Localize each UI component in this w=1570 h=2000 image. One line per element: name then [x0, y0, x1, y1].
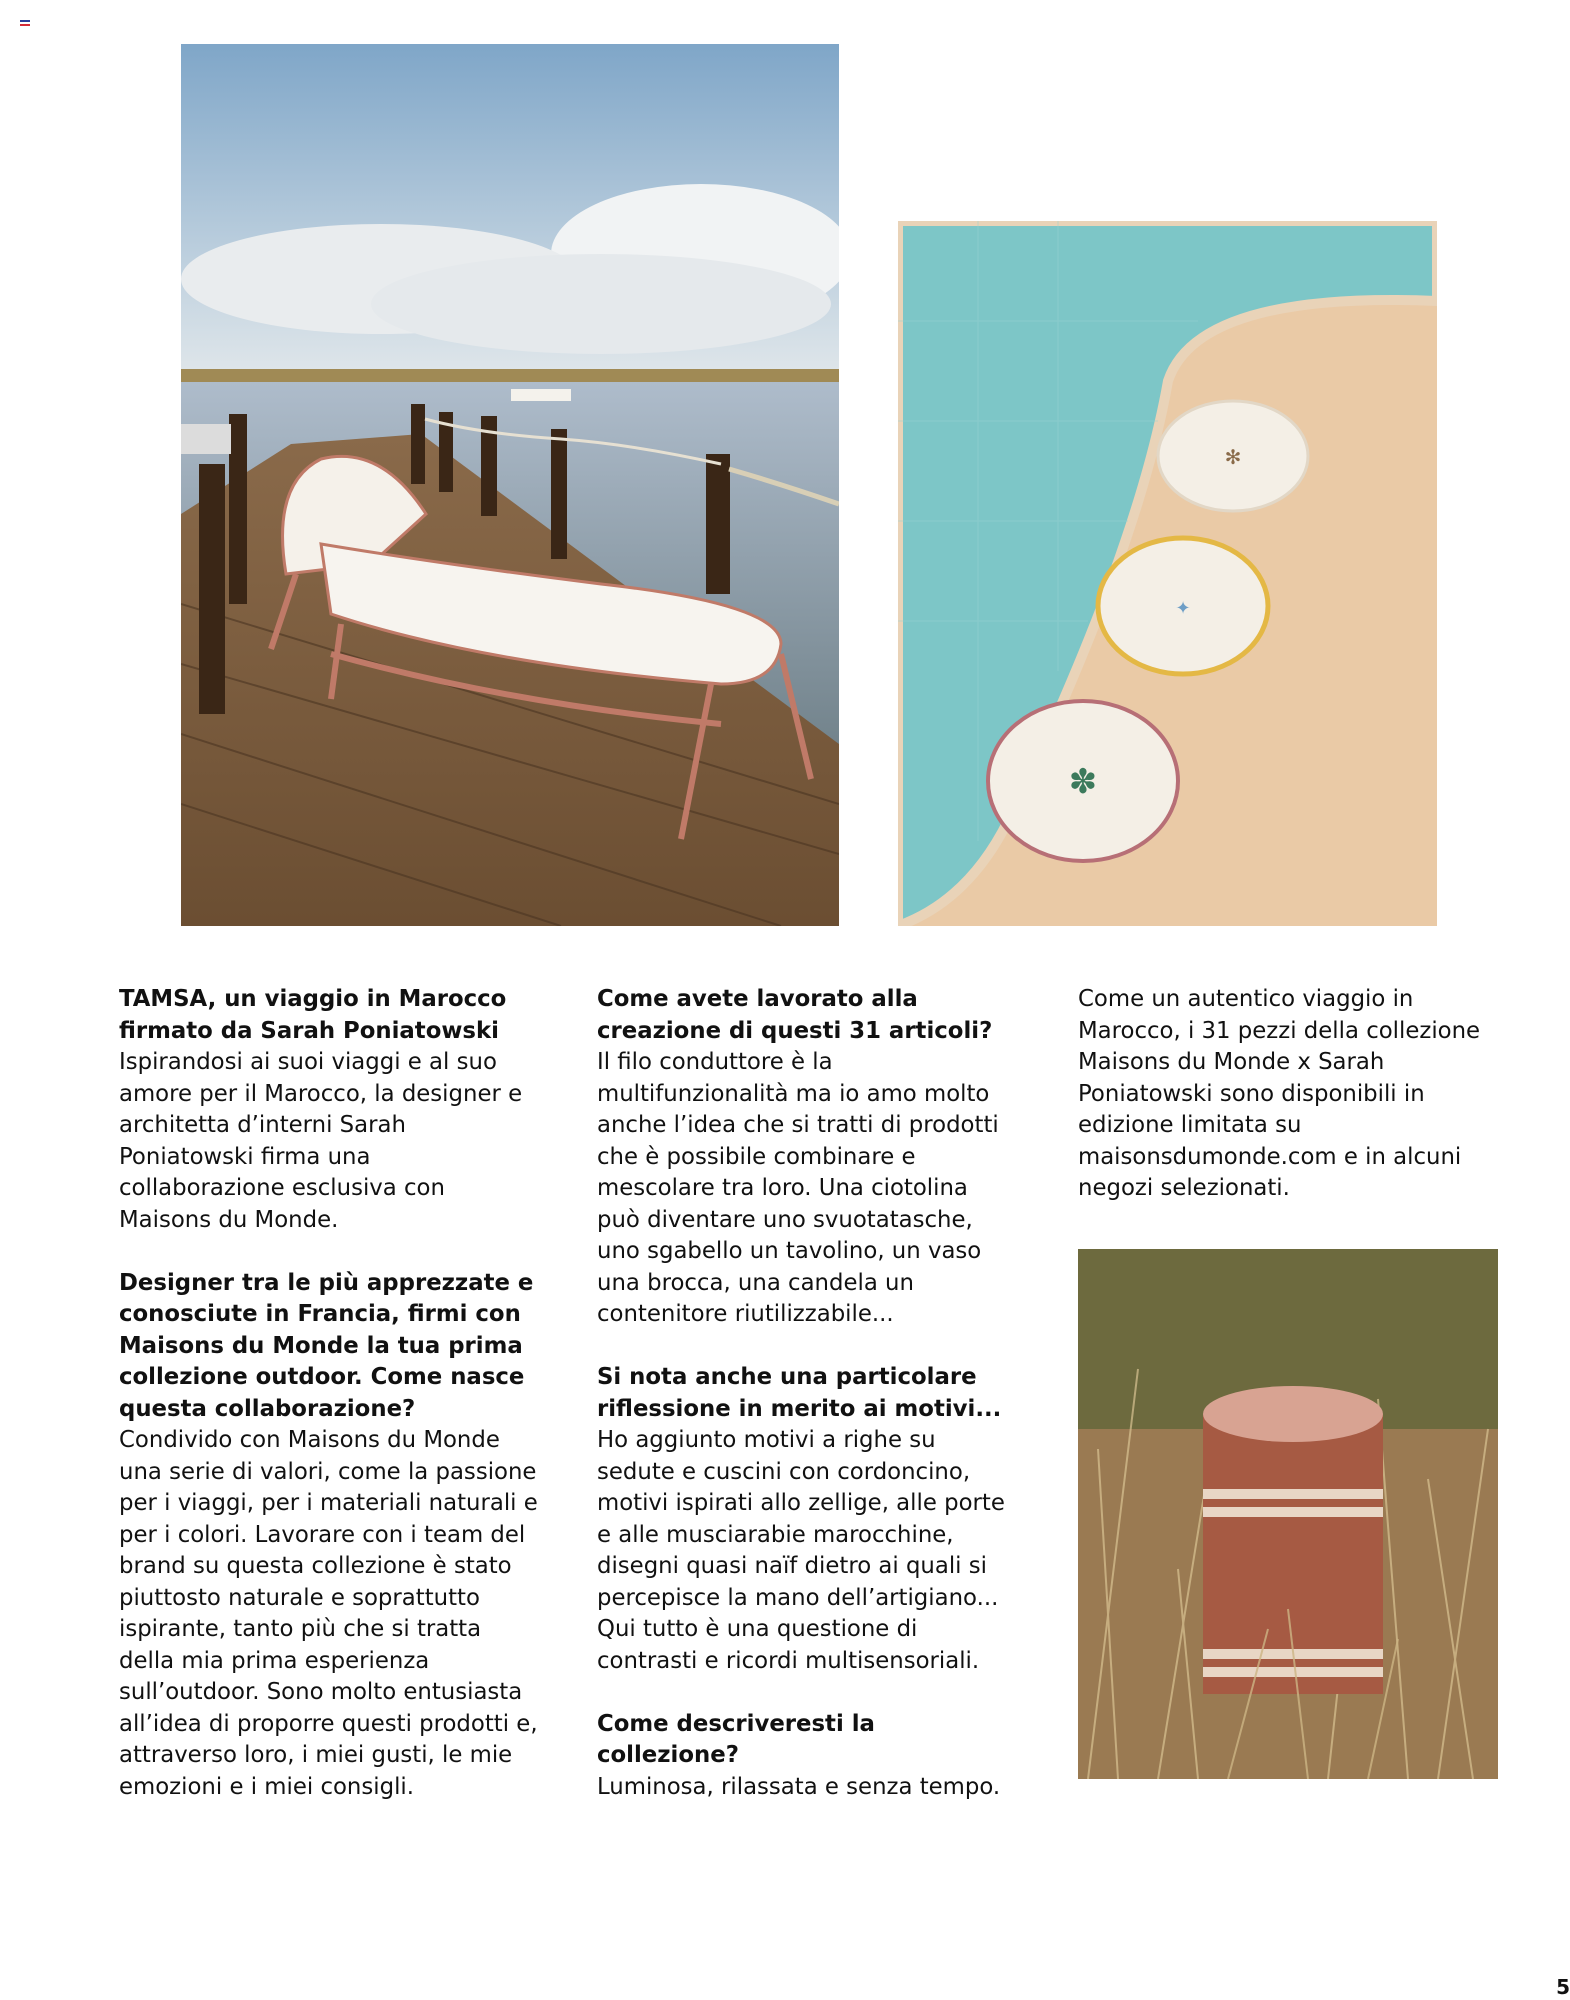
svg-text:✽: ✽ — [1068, 762, 1098, 802]
article-paragraph: Ispirandosi ai suoi viaggi e al suo amore per il Marocco, la designer e architetta d’interni Sarah Poniatowski firma una collaborazione esclusiva con Maisons du Monde. — [119, 1049, 523, 1233]
plates-by-pool-photo — [898, 221, 1437, 926]
interview-answer: Il filo conduttore è la multifunzionalità ma io amo molto anche l’idea che si tratti di prodotti che è possibile combinare e mescolare tra loro. Una ciotolina può diventare uno svuotatasche, uno sgabello un tavolino, un vaso una brocca, una candela un contenitore riutilizzabile... — [597, 1049, 999, 1327]
ceramic-stool-in-grass-photo — [1078, 1249, 1498, 1779]
lounger-on-jetty-photo — [181, 44, 839, 926]
article-column-3 — [1078, 984, 1498, 1205]
svg-text:✦: ✦ — [1175, 598, 1191, 619]
interview-question: Come avete lavorato alla creazione di questi 31 articoli? — [597, 986, 993, 1044]
interview-question: Designer tra le più apprezzate e conosciute in Francia, firmi con Maisons du Monde la tua prima collezione outdoor. Come nasce questa collaborazione? — [119, 1269, 534, 1422]
article-column-1 — [119, 984, 539, 1803]
french-flag-icon — [20, 20, 30, 26]
interview-question: Come descriveresti la collezione? — [597, 1710, 875, 1768]
interview-answer: Condivido con Maisons du Monde una serie di valori, come la passione per i viaggi, per i materiali naturali e per i colori. Lavorare con i team del brand su questa collezione è stato piuttosto naturale e soprattutto ispirante, tanto più che si tratta della mia prima esperienza sull’outdoor. Sono molto entusiasta all’idea di proporre questi prodotti e, attraverso loro, i miei gusti, le mie emozioni e i miei consigli. — [119, 1427, 538, 1800]
svg-text:✻: ✻ — [1224, 445, 1242, 469]
interview-answer: Luminosa, rilassata e senza tempo. — [597, 1773, 1001, 1800]
article-heading: TAMSA, un viaggio in Marocco firmato da Sarah Poniatowski — [119, 986, 507, 1044]
interview-answer: Ho aggiunto motivi a righe su sedute e cuscini con cordoncino, motivi ispirati allo zellige, alle porte e alle musciarabie marocchine, disegni quasi naïf dietro ai quali si percepisce la mano dell’artigiano... Qui tutto è una questione di contrasti e ricordi multisensoriali. — [597, 1427, 1005, 1674]
interview-question: Si nota anche una particolare riflessione in merito ai motivi... — [597, 1364, 1002, 1422]
page-number: 5 — [1556, 1975, 1570, 1999]
collection-availability-text: Come un autentico viaggio in Marocco, i 31 pezzi della collezione Maisons du Monde x Sarah Poniatowski sono disponibili in edizione limitata su maisonsdumonde.com e in alcuni negozi selezionati. — [1078, 986, 1481, 1201]
article-column-2 — [597, 984, 1017, 1803]
